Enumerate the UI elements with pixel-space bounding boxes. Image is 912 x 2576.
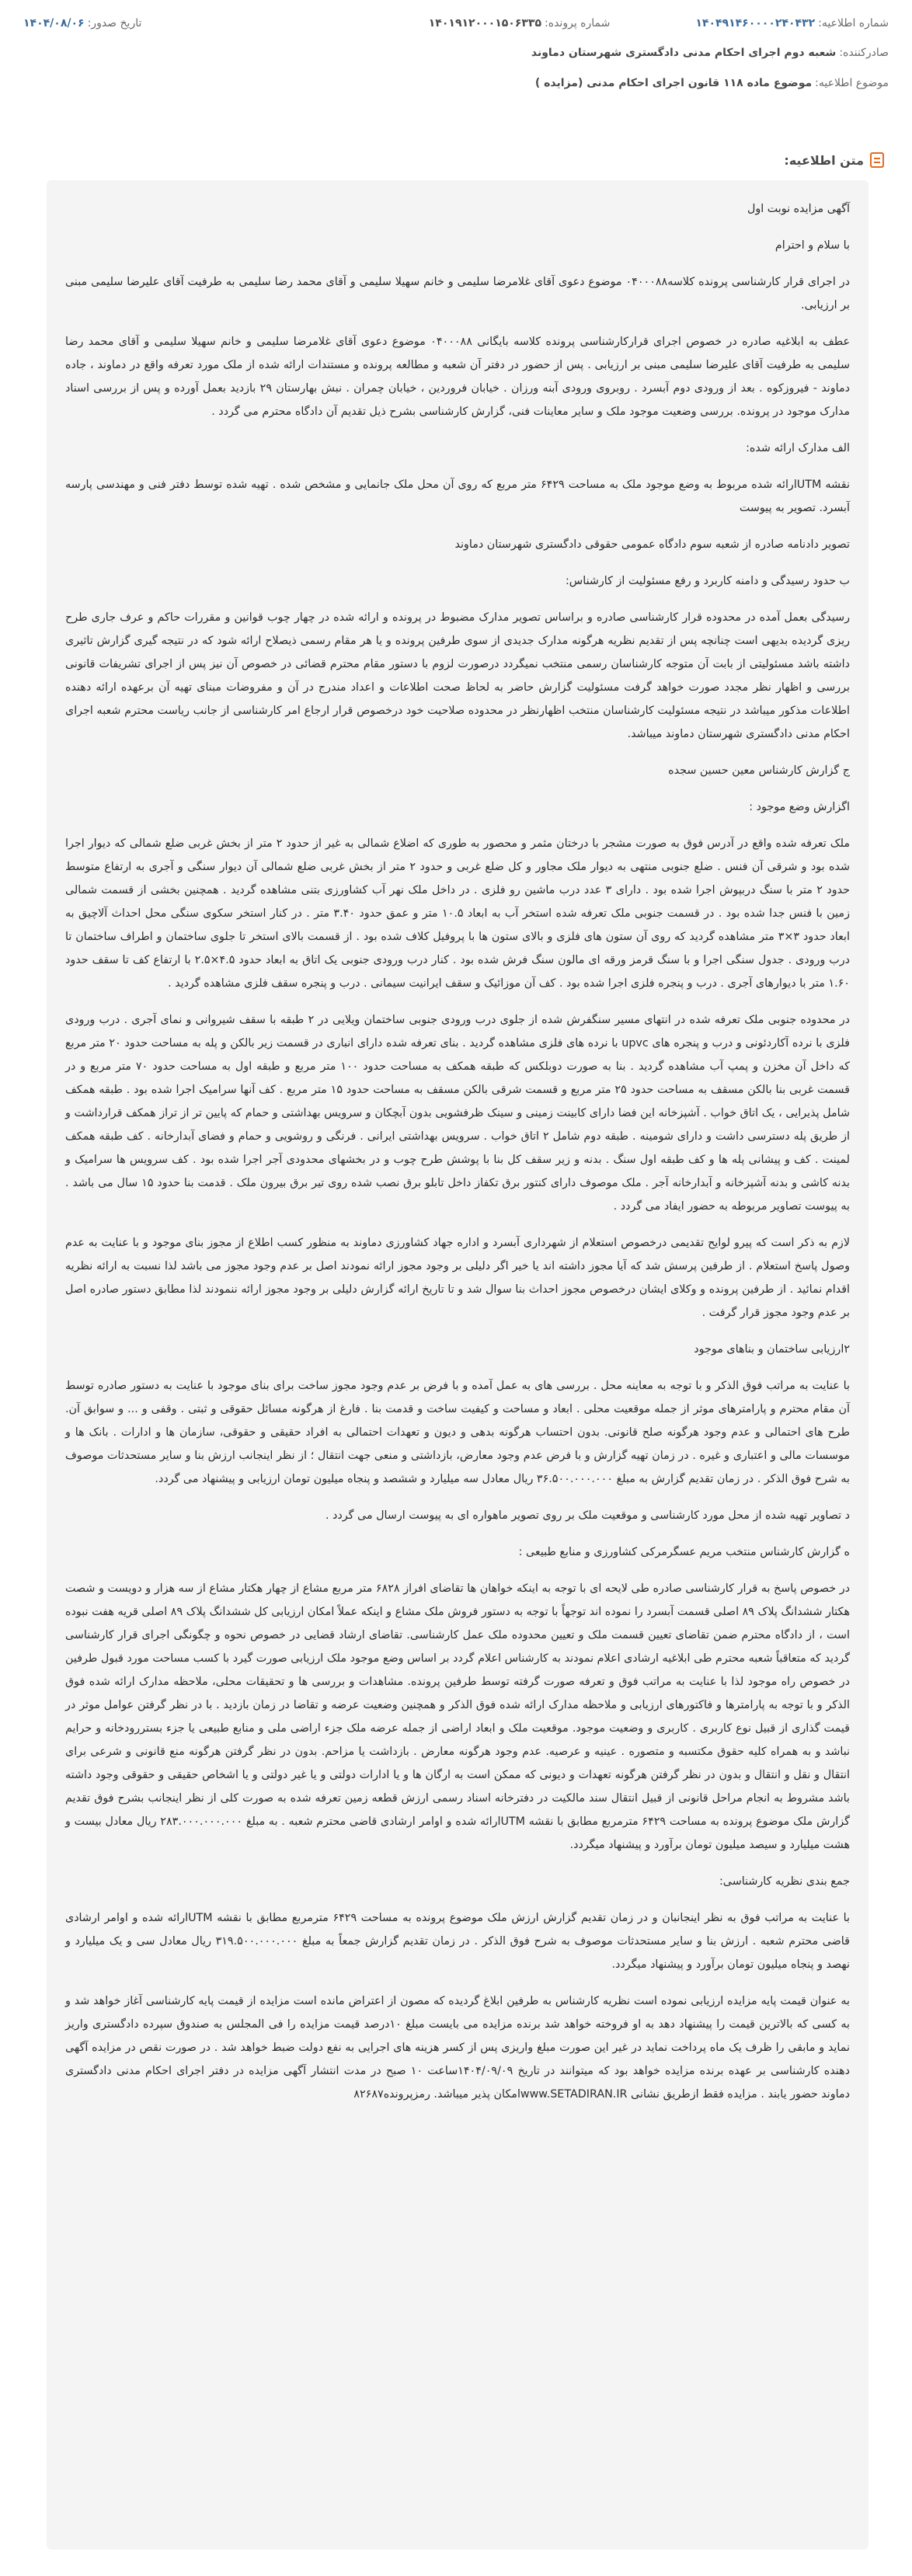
paragraph: رسیدگی بعمل آمده در محدوده قرار کارشناسی صادره و براساس تصویر مدارک مضبوط در پرونده و ارائه شده در چهار چوب قوانین و مقررات حاکم و عرف جاری طرح ریزی گردیده بدیهی است چنانچه پس از تقدیم نظریه هرگونه مدارک جدیدی از سوی طرفین پرونده و یا هر مقام رسمی ذیصلاح ارائه شود که در نتیجه گیری گزارش تاثیری داشته باشد مسئولیتی از بابت آن متوجه کارشناسان رسمی منتخب نمیگردد درصورت لزوم با دستور مقام محترم قضائی در خصوص آن نیز پس از اجرای تشریفات قانونی بررسی و اظهار نظر مجدد صورت خواهد گرفت مسئولیت گزارش حاضر به لحاظ صحت اطلاعات و اعداد مندرج در آن و مفروضات مبنای تهیه آن برعهده ارائه دهنده اطلاعات مذکور میباشد در نتیجه مسئولیت کارشناسان منتخب اظهارنظر در محدوده صلاحیت خود درخصوص قرار ارجاع امر کارشناسی از جانب ریاست محترم شعبه اجرای احکام مدنی دادگستری شهرستان دماوند میباشد. bbox=[65, 611, 850, 740]
paragraph: نقشه UTMارائه شده مربوط به وضع موجود ملک به مساحت ۶۴۲۹ متر مربع که روی آن محل ملک جانمایی و مشخص شده . تهیه شده توسط دفتر فنی و مهندسی پارسه آبسرد. تصویر به پیوست bbox=[65, 479, 850, 514]
paragraph: الف مدارک ارائه شده: bbox=[746, 442, 850, 454]
subject-label: موضوع اطلاعیه: bbox=[815, 77, 889, 89]
issue-date-value: ۱۴۰۴/۰۸/۰۶ bbox=[23, 17, 85, 30]
paragraph: ب حدود رسیدگی و دامنه کاربرد و رفع مسئولیت از کارشناس: bbox=[565, 575, 850, 587]
case-number-label: شماره پرونده: bbox=[545, 17, 611, 30]
paragraph: با عنایت به مراتب فوق به نظر اینجانبان و در زمان تقدیم گزارش ارزش ملک موضوع پرونده به مساحت ۶۴۲۹ مترمربع مطابق با نقشه UTMارائه شده و اوامر ارشادی قاضی محترم شعبه . ارزش بنا و سایر مستحدثات موصوف به شرح فوق الذکر . در زمان تقدیم گزارش جمعاً به مبلغ ۳۱۹.۵۰۰.۰۰۰.۰۰۰ ریال معادل سی و یک میلیارد و نهصد و پنجاه میلیون تومان برآورد و پیشنهاد میگردد. bbox=[65, 1912, 850, 1971]
issue-date bbox=[23, 17, 141, 30]
paragraph: لازم به ذکر است که پیرو لوایح تقدیمی درخصوص استعلام از شهرداری آبسرد و اداره جهاد کشاورزی دماوند به منظور کسب اطلاع از مجوز بنای موجود و با عنایت به عدم وصول پاسخ استعلام . از طرفین پرسش شد که آیا مجوز داشته اند یا خیر اگر دلیلی بر وجود مجوز ارائه نمودند اصل بر عدم وجود مجوز می باشد لذا نسبت به ارائه نظریه اقدام نمائید . از طرفین پرونده و وکلای ایشان درخصوص مجوز احداث بنا سوال شد و تا تاریخ ارائه گزارش دلیلی بر وجود مجوز ارائه ننمودند لذا مطابق دستور صادره اصل بر عدم وجود مجوز قرار گرفت . bbox=[65, 1237, 850, 1319]
paragraph: ج گزارش کارشناس معین حسین سجده bbox=[668, 764, 850, 777]
issuer-value: شعبه دوم اجرای احکام مدنی دادگستری شهرستان دماوند bbox=[531, 47, 837, 59]
paragraph: ه گزارش کارشناس منتخب مریم عسگرمرکی کشاورزی و منابع طبیعی : bbox=[518, 1546, 850, 1558]
issuer-label: صادرکننده: bbox=[839, 47, 889, 59]
issue-date-label: تاریخ صدور: bbox=[87, 17, 142, 30]
case-number-value: ۱۴۰۱۹۱۲۰۰۰۱۵۰۶۳۳۵ bbox=[428, 17, 542, 30]
paragraph: اگزارش وضع موجود : bbox=[749, 801, 850, 813]
header-meta-row bbox=[23, 17, 889, 30]
subject-row bbox=[23, 77, 889, 89]
announcement-number bbox=[695, 17, 889, 30]
paragraph: با سلام و احترام bbox=[775, 239, 850, 252]
paragraph: جمع بندی نظریه کارشناسی: bbox=[719, 1875, 850, 1888]
paragraph: در اجرای قرار کارشناسی پرونده کلاسه۰۴۰۰۰۸۸ موضوع دعوی آقای غلامرضا سلیمی و خانم سهیلا سلیمی و آقای محمد رضا سلیمی به طرفیت آقای علیرضا سلیمی مبنی بر ارزیابی. bbox=[65, 276, 851, 312]
subject-value: موضوع ماده ۱۱۸ قانون اجرای احکام مدنی (مزایده ) bbox=[534, 77, 813, 89]
paragraph: ۲ارزیابی ساختمان و بناهای موجود bbox=[694, 1343, 850, 1356]
document-icon bbox=[870, 152, 884, 168]
paragraph: در خصوص پاسخ به قرار کارشناسی صادره طی لایحه ای با توجه به اینکه خواهان ها تقاضای افراز ۶۸۲۸ متر مربع مشاع از چهار هکتار مشاع از سه هزار و دویست و شصت هکتار ششدانگ پلاک ۸۹ اصلی قسمت آبسرد را نموده اند توجهاً با توجه به دستور فروش ملک مشاع و اینکه عملاً امکان ارزیابی کل ششدانگ پلاک ۸۹ اصلی قریه هفت نبوده است ، از دادگاه محترم ضمن تقاضای تعیین قسمت ملک و تعیین محدوده ملک عمل کارشناسی. تقاضای ارشاد قضایی در خصوص نحوه و چگونگی اجرای قرار کارشناسی گردید که متعاقباً شعبه محترم طی ابلاغیه ارشادی اعلام نمودند به کارشناس اعلام گردد بر اساس وضع موجود ملک ارزیابی صورت گیرد با کسب مساحت مورد قبول طرفین در خصوص راه موجود لذا با عنایت به مراتب فوق و تعرفه صورت گرفته توسط طرفین پرونده. مشاهدات و بررسی ها و تحقیقات محلی، ملاحظه مدارک ارائه شده فوق الذکر و با توجه به پارامترها و فاکتورهای ارزیابی و ملاحظه مدارک ارائه شده فوق الذکر و همچنین وضعیت عرضه و تقاضا در زمان بازدید . با در نظر گرفتن عوامل موثر در قیمت گذاری از قبیل نوع کاربری . کاربری و وضعیت موجود. موقعیت ملک و ابعاد اراضی از جمله عرضه ملک جزء اراضی ملی و منابع طبیعی یا جزء بستررودخانه و حرایم نباشد و به همراه کلیه حقوق مکتسبه و متصوره . عینیه و عرصیه. عدم وجود هرگونه معارض . بازداشت یا مزاحم. بدون در نظر گرفتن هرگونه منع قانونی و شرعی برای انتقال و نقل و انتقال و بدون در نظر گرفتن هرگونه تعهدات و دیونی که ممکن است به ارگان ها و یا ادارات دولتی و یا غیر دولتی و یا اشخاص حقیقی و حقوقی وجود داشته باشد مشروط به انجام مراحل قانونی از قبیل انتقال سند مالکیت در دفترخانه اسناد رسمی ارزش قطعه زمین تعرفه شده به صورت کلی از نظر اینجانب بشرح فوق تقدیم گزارش ملک موضوع پرونده به مساحت ۶۴۲۹ مترمربع مطابق با نقشه UTMارائه شده و اوامر ارشادی قاضی محترم شعبه . به مبلغ ۲۸۳.۰۰۰.۰۰۰.۰۰۰ ریال معادل بیست و هشت میلیارد و سیصد میلیون تومان برآورد و پیشنهاد میگردد. bbox=[65, 1582, 851, 1851]
case-number bbox=[429, 17, 611, 30]
paragraph: در محدوده جنوبی ملک تعرفه شده در انتهای مسیر سنگفرش شده از جلوی درب ورودی جنوبی ساختمان ویلایی در ۲ طبقه با سقف شیروانی و نمای آجری . درب ورودی فلزی با نرده آکاردئونی و درب و پنجره های upvc با نرده های فلزی مشاهده گردید . بنای تعرفه شده دارای انباری در قسمت زیر بالکن و پله به مساحت حدود ۲۰ متر مربع که داخل آن مخزن و پمپ آب مشاهده گردید . بنا به صورت دوبلکس که طبقه همکف به مساحت حدود ۱۰۰ متر مربع و طبقه اول به مساحت حدود ۷۰ متر مربع و در قسمت غربی بنا بالکن مسقف به مساحت حدود ۲۵ متر مربع و قسمت شرقی بالکن مسقف به مساحت حدود ۱۵ متر مربع . کف آنها سرامیک اجرا شده بود . طبقه همکف شامل پذیرایی ، یک اتاق خواب . آشپزخانه این فضا دارای کابینت زمینی و سینک ظرفشویی بدون آبچکان و سرویس بهداشتی و حمام که پایین تر از تراز همکف قراردا‌شت و از طریق پله دسترسی داشت و دارای شومینه . طبقه دوم شامل ۲ اتاق خواب . سرویس بهداشتی ایرانی . فرنگی و روشویی و حمام و فضای آبدارخانه . کف طبقه همکف لمینت . کف و پیشانی پله ها و کف طبقه اول سنگ . بدنه و زیر سقف کل بنا با پوشش طرح چوب و در بخشهای محدودی آجر اجرا شده بود . کف سرویس ها سرامیک و بدنه کاشی و بدنه آشپزخانه و آبدارخانه آجر . ملک موصوف دارای کنتور برق تکفاز داخل تابلو برق نصب شده روی تیر برق بیرون ملک . قدمت بنا حدود ۱۵ سال می باشد . به پیوست تصاویر مربوطه به حضور ایفاد می گردد . bbox=[65, 1014, 851, 1213]
paragraph: عطف به ابلاغیه صادره در خصوص اجرای قرارکارشناسی پرونده کلاسه بایگانی ۰۴۰۰۰۸۸ موضوع دعوی آقای غلامرضا سلیمی و خانم سهیلا سلیمی و آقای محمد رضا سلیمی به طرفیت آقای علیرضا سلیمی مبنی بر ارزیابی . پس از حضور در دفتر آن شعبه و مطالعه پرونده و مستندات ارائه شده از ملک مورد تعرفه واقع در دماوند ، جاده دماوند - فیروزکوه . بعد از ورودی دوم آبسرد . روبروی ورودی آبنه ورزان . خیابان فروردین ، خیابان چمران . نبش بهارستان ۲۹ بازدید بعمل آورده و پس از بررسی اسناد مدارک موجود در پرونده. بررسی وضعیت موجود ملک و سایر معاینات فنی، گزارش کارشناسی بشرح ذیل تقدیم آن دادگاه محترم می گردد . bbox=[65, 336, 851, 418]
paragraph: به عنوان قیمت پایه مزایده ارزیابی نموده است نظریه کارشناس به طرفین ابلاغ گردیده که مصون از اعتراض مانده است مزایده از قیمت پایه کارشناسی آغاز خواهد شد و به کسی که بالاترین قیمت را پیشنهاد دهد به او فروخته خواهد شد برنده مزایده می بایست مبلغ ۱۰درصد قیمت مزایده را فی المجلس به صندوق سپرده دادگستری واریز نماید و مابقی را ظرف یک ماه پرداخت نماید در غیر این صورت مبلغ واریزی پس از کسر هزینه های اجرایی به نفع دولت ضبط خواهد شد . در صورت نقص در مزایده آگهی دهنده کارشناسی بر عهده برنده مزایده خواهد بود که میتوانند در تاریخ ۱۴۰۴/۰۹/۰۹ساعت ۱۰ صبح در مدت انتشار آگهی مزایده در دفتر اجرای احکام مدنی دادگستری دماوند حضور یابند . مزایده فقط ازطریق نشانی www.SETADIRAN.IRامکان پذیر میباشد. رمزپرونده۸۲۶۸۷ bbox=[65, 1995, 850, 2101]
paragraph: آگهی مزایده نوبت اول bbox=[747, 203, 850, 215]
content-title: متن اطلاعیه : bbox=[784, 152, 884, 168]
paragraph: د تصاویر تهیه شده از محل مورد کارشناسی و موقعیت ملک بر روی تصویر ماهواره ای به پیوست ارسال می گردد . bbox=[325, 1509, 850, 1522]
content-title-text: متن اطلاعیه bbox=[788, 152, 864, 168]
announcement-body bbox=[47, 180, 868, 2550]
announcement-number-label: شماره اطلاعیه: bbox=[818, 17, 889, 30]
paragraph: ملک تعرفه شده واقع در آدرس فوق به صورت مشجر با درختان مثمر و محصور به طوری که اضلاع شمالی به غیر از حدود ۲ متر از بخش غربی ضلع شمالی که دیوار اجرا شده بود و شرقی آن فنس . ضلع جنوبی منتهی به دیوار ملک مجاور و کل ضلع غربی و حدود ۲ متر از بخش غربی ضلع شمالی آن دیوار سنگی و آجری به ارتفاع متوسط حدود ۲ متر با سنگ دربپوش اجرا شده بود . دارای ۳ عدد درب ماشین رو فلزی . در داخل ملک نهر آب کشاورزی بتنی مشاهده گردید . همچنین بخشی از قسمت شمالی زمین با فنس جدا شده بود . در قسمت جنوبی ملک تعرفه شده استخر آب به ابعاد ۱۰.۵ متر و عمق حدود ۳.۴۰ متر . در کنار استخر سکوی سنگی محل احداث آلاچیق به ابعاد حدود ۳×۳ متر مشاهده گردید که روی آن ستون های فلزی و بالای ستون ها با پروفیل کلاف شده بود . از قسمت بالای استخر تا جلوی ساختمان و اطراف ساختمان تا درب ورودی . جدول سنگی اجرا و با سنگ قرمز ورقه ای مالون سنگ فرش شده بود . کنار درب ورودی جنوبی یک اتاق به ابعاد حدود ۴.۵×۲.۵ با ارتفاع کف تا سقف حدود ۱.۶۰ متر با دیوارهای آجری . درب و پنجره فلزی اجرا شده بود . کف آن موزائیک و سقف ایرانیت سیمانی . درب و پنجره سقف فلزی مشاهده گردید . bbox=[65, 837, 850, 990]
announcement-number-value: ۱۴۰۴۹۱۴۶۰۰۰۰۲۴۰۴۳۲ bbox=[695, 17, 816, 30]
paragraph: تصویر دادنامه صادره از شعبه سوم دادگاه عمومی حقوقی دادگستری شهرستان دماوند bbox=[454, 538, 850, 551]
paragraph: با عنایت به مراتب فوق الذکر و با توجه به معاینه محل . بررسی های به عمل آمده و با فرض بر عدم وجود مجوز ساخت برای بنای موجود با عنایت به دستور صادره توسط آن مقام محترم و پارامترهای موثر از جمله موقعیت محلی . ابعاد و مساحت و کیفیت ساخت و قدمت بنا . فارغ از هرگونه مسائل حقوقی و ثبتی . وقفی و ... و سوابق آن. طرح های احتمالی و عدم وجود هرگونه صلح قانونی. بدون احتساب هرگونه بدهی و دیون و تعهدات احتمالی به افراد حقیقی و حقوقی، سازمان ها و ادارات . بانک ها و موسسات مالی و اعتباری و غیره . در زمان تهیه گزارش و با فرض عدم وجود معارض، بازداشتی و منعی جهت انتقال ؛ از نظر اینجانب ارزش بنا و سایر مستحدثات موصوف به شرح فوق الذکر . در زمان تقدیم گزارش به مبلغ ۳۶.۵۰۰.۰۰۰.۰۰۰ ریال معادل سه میلیارد و ششصد و پنجاه میلیون تومان ارزیابی و پیشنهاد می گردد. bbox=[65, 1380, 850, 1485]
issuer-row bbox=[23, 47, 889, 59]
